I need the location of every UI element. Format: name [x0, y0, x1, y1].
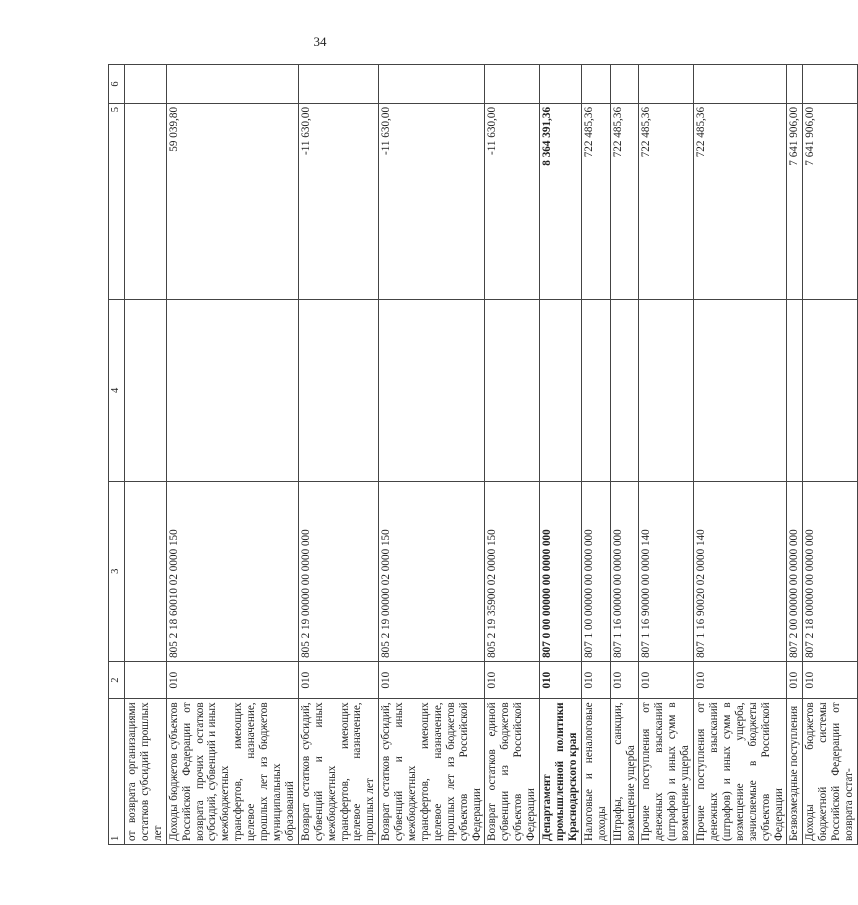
row-col6-cell: [379, 65, 485, 104]
row-col4-cell: [298, 300, 378, 482]
column-number: 6: [109, 65, 125, 104]
row-col6-cell: [125, 65, 167, 104]
row-code-cell: 010: [610, 661, 639, 698]
row-code-cell: 010: [540, 661, 582, 698]
rotated-table-container: [108, 64, 856, 845]
row-amount-cell: 722 485,36: [610, 103, 639, 299]
row-budget-code-cell: 807 1 00 00000 00 0000 000: [581, 481, 610, 661]
table-frame: [108, 64, 856, 845]
table-row: [694, 65, 787, 845]
row-col6-cell: [787, 65, 803, 104]
row-col6-cell: [803, 65, 858, 104]
row-col4-cell: [610, 300, 639, 482]
table-row: [639, 65, 694, 845]
table-row: [581, 65, 610, 845]
table-row: [540, 65, 582, 845]
row-amount-cell: 7 641 906,00: [803, 103, 858, 299]
row-name-cell: Возврат остатков субсидий, субвенций и иных межбюджетных трансфертов, имеющих целевое назначение, прошлых лет: [298, 699, 378, 845]
row-col4-cell: [540, 300, 582, 482]
column-number: 5: [109, 103, 125, 299]
row-name-cell: Доходы бюджетов бюджетной системы Российской Федерации от возврата остат-: [803, 699, 858, 845]
row-name-cell: от возврата организациями остатков субсидий прошлых лет: [125, 699, 167, 845]
row-code-cell: 010: [787, 661, 803, 698]
row-code-cell: 010: [379, 661, 485, 698]
row-amount-cell: 722 485,36: [581, 103, 610, 299]
row-name-cell: Департамент промышленной политики Краснодарского края: [540, 699, 582, 845]
row-col6-cell: [639, 65, 694, 104]
table-row: [485, 65, 540, 845]
row-code-cell: 010: [166, 661, 298, 698]
row-amount-cell: 59 039,80: [166, 103, 298, 299]
row-amount-cell: -11 630,00: [298, 103, 378, 299]
row-amount-cell: -11 630,00: [379, 103, 485, 299]
column-number: 2: [109, 661, 125, 698]
row-amount-cell: 722 485,36: [694, 103, 787, 299]
row-code-cell: 010: [581, 661, 610, 698]
row-code-cell: 010: [803, 661, 858, 698]
row-col6-cell: [298, 65, 378, 104]
row-col4-cell: [787, 300, 803, 482]
row-budget-code-cell: 805 2 19 00000 00 0000 000: [298, 481, 378, 661]
row-col6-cell: [485, 65, 540, 104]
row-budget-code-cell: [125, 481, 167, 661]
row-name-cell: Безвозмездные поступления: [787, 699, 803, 845]
column-number-row: [109, 65, 125, 845]
row-col6-cell: [694, 65, 787, 104]
row-col6-cell: [610, 65, 639, 104]
row-code-cell: [125, 661, 167, 698]
row-budget-code-cell: 807 2 18 00000 00 0000 000: [803, 481, 858, 661]
row-code-cell: 010: [694, 661, 787, 698]
row-col4-cell: [379, 300, 485, 482]
table-row: [298, 65, 378, 845]
row-col4-cell: [639, 300, 694, 482]
row-budget-code-cell: 807 2 00 00000 00 0000 000: [787, 481, 803, 661]
row-name-cell: Доходы бюджетов субъектов Российской Федерации от возврата прочих остатков субсидий, субвенций и иных межбюджетных трансфертов, имеющих целевое назначение, прошлых лет из бюджетов муниципальных образований: [166, 699, 298, 845]
table-body: [125, 65, 858, 845]
column-number: 1: [109, 699, 125, 845]
row-col6-cell: [166, 65, 298, 104]
row-col4-cell: [485, 300, 540, 482]
row-budget-code-cell: 805 2 19 00000 02 0000 150: [379, 481, 485, 661]
row-amount-cell: [125, 103, 167, 299]
row-budget-code-cell: 807 0 00 00000 00 0000 000: [540, 481, 582, 661]
row-amount-cell: -11 630,00: [485, 103, 540, 299]
row-amount-cell: 7 641 906,00: [787, 103, 803, 299]
row-col4-cell: [803, 300, 858, 482]
row-amount-cell: 8 364 391,36: [540, 103, 582, 299]
row-col4-cell: [694, 300, 787, 482]
row-budget-code-cell: 807 1 16 90000 00 0000 140: [639, 481, 694, 661]
page-number: 34: [313, 34, 327, 49]
table-row: [379, 65, 485, 845]
row-col6-cell: [540, 65, 582, 104]
row-col6-cell: [581, 65, 610, 104]
row-col4-cell: [581, 300, 610, 482]
row-budget-code-cell: 805 2 19 35900 02 0000 150: [485, 481, 540, 661]
row-amount-cell: 722 485,36: [639, 103, 694, 299]
row-code-cell: 010: [298, 661, 378, 698]
row-code-cell: 010: [485, 661, 540, 698]
table-row: [787, 65, 803, 845]
column-number: 4: [109, 300, 125, 482]
row-budget-code-cell: 807 1 16 00000 00 0000 000: [610, 481, 639, 661]
table-row: [803, 65, 858, 845]
row-name-cell: Прочие поступления от денежных взысканий (штрафов) и иных сумм в возмещение ущерба, зачисляемые в бюджеты субъектов Российской Федерации: [694, 699, 787, 845]
row-name-cell: Налоговые и неналоговые доходы: [581, 699, 610, 845]
row-name-cell: Штрафы, санкции, возмещение ущерба: [610, 699, 639, 845]
table-row: [610, 65, 639, 845]
table-row: [166, 65, 298, 845]
revenue-table: [108, 64, 858, 845]
table-row: [125, 65, 167, 845]
row-budget-code-cell: 807 1 16 90020 02 0000 140: [694, 481, 787, 661]
column-number: 3: [109, 481, 125, 661]
row-col4-cell: [125, 300, 167, 482]
row-col4-cell: [166, 300, 298, 482]
row-name-cell: Возврат остатков субсидий, субвенций и иных межбюджетных трансфертов, имеющих целевое назначение, прошлых лет из бюджетов субъектов Российской Федерации: [379, 699, 485, 845]
row-name-cell: Прочие поступления от денежных взысканий (штрафов) и иных сумм в возмещение ущерба: [639, 699, 694, 845]
row-code-cell: 010: [639, 661, 694, 698]
row-name-cell: Возврат остатков единой субвенции из бюджетов субъектов Российской Федерации: [485, 699, 540, 845]
row-budget-code-cell: 805 2 18 60010 02 0000 150: [166, 481, 298, 661]
